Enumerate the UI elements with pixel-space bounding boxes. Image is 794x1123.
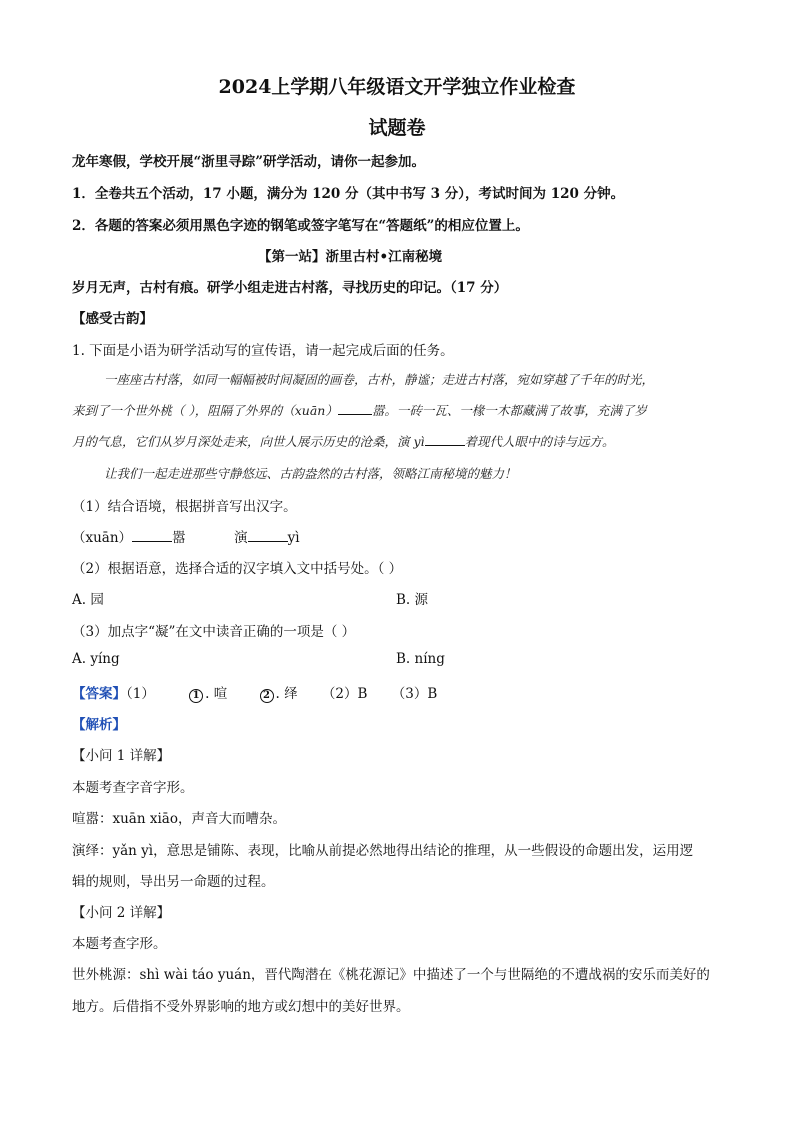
answer-blank [132,529,172,542]
option-b: B. 源 [396,592,429,608]
intro-line: 龙年寒假，学校开展“浙里寻踪”研学活动，请你一起参加。 [72,154,426,170]
answer-part: . 绎 [275,686,298,702]
analysis-text: 本题考查字音字形。 [72,780,194,796]
option-a: A. 园 [72,592,104,608]
analysis-label: 【解析】 [72,717,126,733]
station-description: 岁月无声，古村有痕。研学小组走进古村落，寻找历史的印记。（17 分） [72,280,508,296]
passage-text: 嚣。一砖一瓦、一椽一木都藏满了故事，充满了岁 [371,403,647,418]
subquestion-2: （2）根据语意，选择合适的汉字填入文中括号处。（ ） [72,561,403,577]
question-stem: 1. 下面是小语为研学活动写的宣传语，请一起完成后面的任务。 [72,343,454,359]
analysis-text: 本题考查字形。 [72,936,167,952]
passage-line: 一座座古村落，如同一幅幅被时间凝固的画卷，古朴，静谧；走进古村落，宛如穿越了千年的时光， [104,372,655,387]
subquestion-1-blanks [72,526,300,546]
passage-line: 让我们一起走进那些守静悠远、古韵盎然的古村落，领略江南秘境的魅力！ [104,466,517,481]
option-b: B. níng [396,651,445,667]
section-heading: 【感受古韵】 [72,311,153,327]
circled-number: 1 [189,689,203,703]
passage-text: 来到了一个世外桃（ ），阻隔了外界的（xuān） [72,403,338,418]
answer-part: （3）B [391,686,438,702]
answer-part: （1） [126,686,155,702]
subquestion-1: （1）结合语境，根据拼音写出汉字。 [72,499,297,515]
pinyin-prompt: yì [287,530,300,546]
char-prefix: 演 [234,530,248,546]
char-suffix: 嚣 [172,530,186,546]
analysis-text: 辑的规则，导出另一命题的过程。 [72,874,275,890]
answer-blank [248,529,288,542]
page-title: 2024上学期八年级语文开学独立作业检查 [218,76,576,98]
analysis-heading: 【小问 2 详解】 [72,905,171,921]
analysis-text: 喧嚣：xuān xiāo，声音大而嘈杂。 [72,811,286,827]
answer-blank [338,402,372,415]
page-subtitle: 试题卷 [368,117,426,139]
passage-line [72,401,647,419]
passage-text: 着现代人眼中的诗与远方。 [464,434,615,449]
answer-blank [425,433,465,446]
analysis-heading: 【小问 1 详解】 [72,748,171,764]
station-heading: 【第一站】浙里古村•江南秘境 [258,249,443,265]
option-a: A. yíng [72,651,120,667]
analysis-text: 演绎：yǎn yì，意思是铺陈、表现，比喻从前提必然地得出结论的推理，从一些假设的命题出发，运用逻 [72,843,694,859]
answer-part: （2）B [321,686,368,702]
answer-part: . 喧 [205,686,228,702]
instruction-1: 1．全卷共五个活动，17 小题，满分为 120 分（其中书写 3 分），考试时间为 120 分钟。 [72,186,625,202]
analysis-text: 世外桃源：shì wài táo yuán，晋代陶潜在《桃花源记》中描述了一个与世隔绝的不遭战祸的安乐而美好的 [72,967,710,983]
circled-number: 2 [260,689,274,703]
answer-line [72,682,437,703]
instruction-2: 2．各题的答案必须用黑色字迹的钢笔或签字笔写在“答题纸”的相应位置上。 [72,218,529,234]
passage-text: 月的气息，它们从岁月深处走来，向世人展示历史的沧桑，演 yì [72,434,425,449]
pinyin-prompt: （xuān） [72,530,133,546]
passage-line [72,432,615,450]
analysis-text: 地方。后借指不受外界影响的地方或幻想中的美好世界。 [72,999,410,1015]
answer-label: 【答案】 [72,686,126,702]
subquestion-3: （3）加点字“凝”在文中读音正确的一项是（ ） [72,624,356,640]
